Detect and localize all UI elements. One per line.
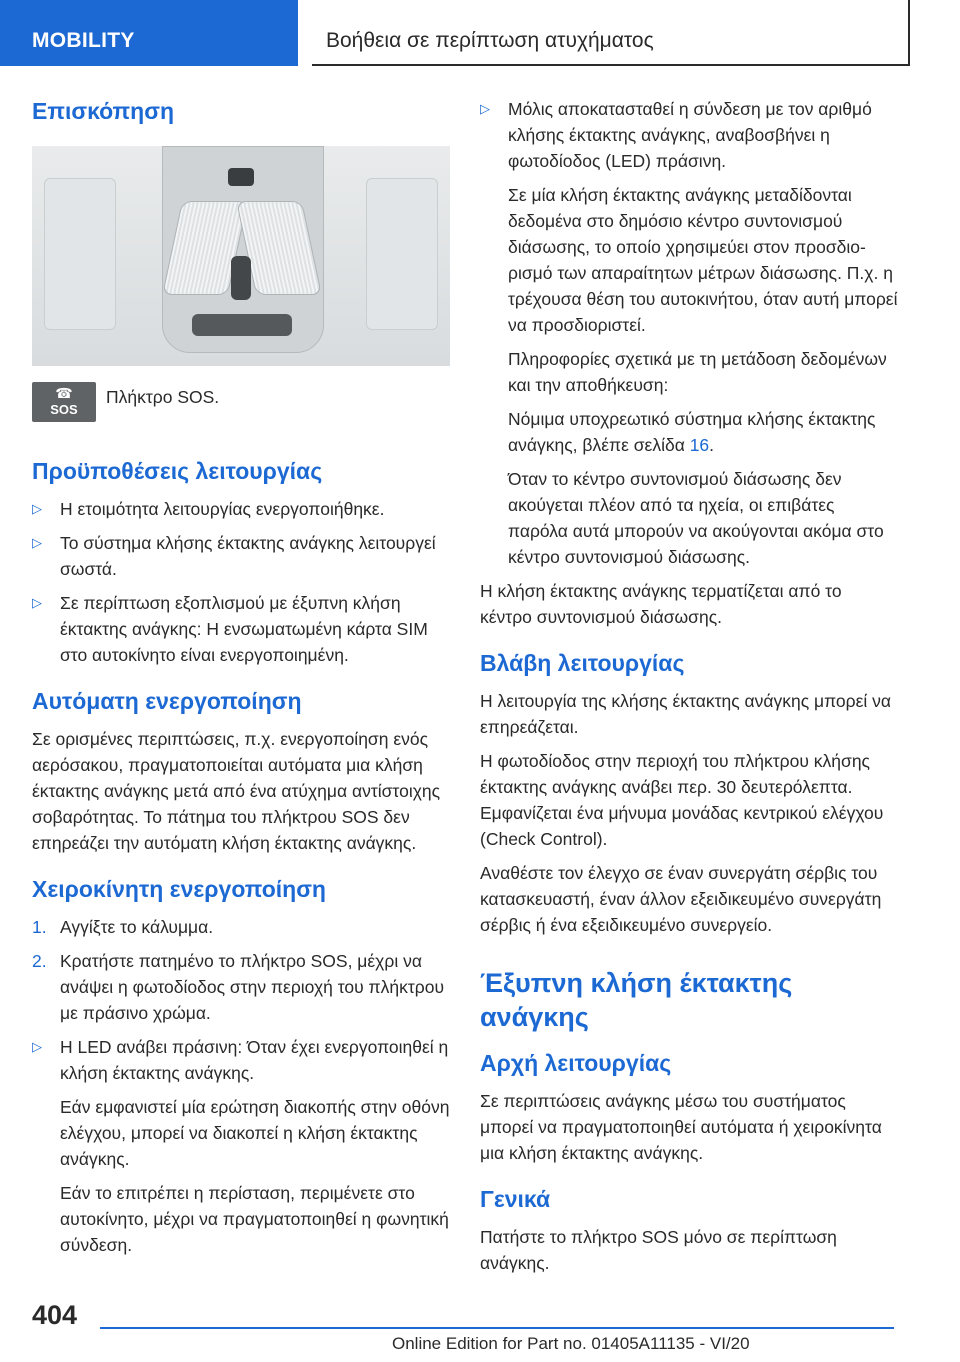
general-heading: Γενικά	[480, 1186, 551, 1212]
right-column	[480, 96, 898, 1284]
triangle-bullet-icon: ▷	[32, 501, 42, 516]
sos-icon-label: SOS	[50, 402, 78, 417]
sub-paragraph: Εάν το επιτρέπει η περίσταση, περιμένετε στο αυτοκίνητο, μέχρι να πραγματοποιηθεί η φωνητική σύνδεση.	[60, 1183, 449, 1255]
triangle-bullet-icon: ▷	[32, 1039, 42, 1054]
numbered-step: 2. Κρατήστε πατημένο το πλήκτρο SOS, μέχρι να ανάψει η φωτοδίοδος στην περιοχή του πλήκτρου με πράσινο χρώμα.	[32, 951, 445, 1023]
page-number: 404	[32, 1300, 78, 1330]
fault-heading: Βλάβη λειτουργίας	[480, 650, 685, 676]
sos-phone-icon	[32, 382, 96, 422]
sub-paragraph: Νόμιμα υποχρεωτικό σύστημα κλήσης έκτακτης ανάγκης, βλέπε σελίδα 16.	[508, 409, 876, 455]
sos-legend	[32, 382, 450, 446]
overview-heading: Επισκόπηση	[32, 98, 174, 124]
end-text: Η κλήση έκτακτης ανάγκης τερματίζεται από το κέντρο συντονισμού διάσωσης.	[480, 581, 842, 627]
list-item: ▷ Μόλις αποκατασταθεί η σύνδεση με τον αριθμό κλήσης έκτακτης ανάγκης, αναβοσβήνει η φωτοδίοδος (LED) πράσινη.	[480, 96, 898, 174]
section-label: MOBILITY	[0, 0, 298, 66]
headliner-panel	[44, 178, 116, 330]
sub-paragraph: Πληροφορίες σχετικά με τη μετάδοση δεδομένων και την αποθήκευση:	[508, 349, 887, 395]
smart-call-heading: Έξυπνη κλήση έκτακτης ανάγκης	[480, 968, 793, 1032]
list-item: ▷ Σε περίπτωση εξοπλισμού με έξυπνη κλήση έκτακτης ανάγκης: Η ενσωματωμένη κάρτα SIM στο αυτοκίνητο είναι ενεργοποιημένη.	[32, 590, 450, 668]
triangle-bullet-icon: ▷	[32, 595, 42, 610]
light-switch-graphic	[231, 256, 251, 300]
principle-text: Σε περιπτώσεις ανάγκης μέσω του συστήματος μπορεί να πραγματοποιηθεί αυτόματα ή χειροκίνητα μια κλήση έκτακτης ανάγκης.	[480, 1091, 882, 1163]
prereq-heading: Προϋποθέσεις λειτουργίας	[32, 458, 323, 484]
sos-button-graphic	[228, 168, 254, 186]
sos-caption: Πλήκτρο SOS.	[106, 387, 220, 407]
auto-heading: Αυτόματη ενεργοποίηση	[32, 688, 302, 714]
general-text: Πατήστε το πλήκτρο SOS μόνο σε περίπτωση ανάγκης.	[480, 1227, 837, 1273]
triangle-bullet-icon: ▷	[480, 101, 490, 116]
manual-heading: Χειροκίνητη ενεργοποίηση	[32, 876, 326, 902]
list-item: ▷ Η LED ανάβει πράσινη: Όταν έχει ενεργοποιηθεί η κλήση έκτακτης ανάγκης.	[32, 1034, 450, 1086]
headliner-panel	[366, 178, 438, 330]
triangle-bullet-icon: ▷	[32, 535, 42, 550]
fault-paragraph: Η φωτοδίοδος στην περιοχή του πλήκτρου κλήσης έκτακτης ανάγκης ανάβει περ. 30 δευτερόλεπτα. Εμφανίζεται ένα μήνυμα μονάδας κεντρικού ελέγχου (Check Control).	[480, 751, 884, 849]
phone-icon: ☎	[55, 385, 73, 401]
numbered-step: 1. Αγγίξτε το κάλυμμα.	[32, 917, 214, 937]
list-item: ▷ Το σύστημα κλήσης έκτακτης ανάγκης λειτουργεί σωστά.	[32, 530, 450, 582]
page-reference-link[interactable]: 16	[689, 435, 710, 455]
sub-paragraph: Εάν εμφανιστεί μία ερώτηση διακοπής στην οθόνη ελέγχου, μπορεί να διακοπεί η κλήση έκτακτης ανάγκης.	[60, 1097, 450, 1169]
chapter-title: Βοήθεια σε περίπτωση ατυχήματος	[312, 0, 910, 66]
page-header	[0, 0, 960, 66]
auto-text: Σε ορισμένες περιπτώσεις, π.χ. ενεργοποίηση ενός αερόσακου, πραγματοποιείται αυτόματα μια κλήση έκτακτης ανάγκης μετά από ένα ατύχημα αντίστοιχης σοβαρότητας. Το πάτημα του πλήκτρου SOS δεν επηρεάζει την αυτόματη κλήση έκτακτης ανάγκης.	[32, 729, 441, 853]
fault-paragraph: Αναθέστε τον έλεγχο σε έναν συνεργάτη σέρβις του κατασκευαστή, έναν άλλον εξειδικευμένο συνεργάτη σέρβις ή ένα εξειδικευμένο συνεργείο.	[480, 863, 882, 935]
footer-divider	[100, 1327, 894, 1329]
sub-paragraph: Όταν το κέντρο συντονισμού διάσωσης δεν ακούγεται πλέον από τα ηχεία, οι επιβάτες παρόλα αυτά μπορούν να ακούγονται ακόμα στο κέντρο συντονισμού διάσωσης.	[508, 469, 884, 567]
edition-text: Online Edition for Part no. 01405A11135 - VI/20	[392, 1334, 750, 1353]
fault-paragraph: Η λειτουργία της κλήσης έκτακτης ανάγκης μπορεί να επηρεάζεται.	[480, 691, 892, 737]
overhead-console-image	[32, 146, 450, 366]
principle-heading: Αρχή λειτουργίας	[480, 1050, 672, 1076]
control-strip-graphic	[192, 314, 292, 336]
left-column	[32, 96, 450, 1266]
list-item: ▷ Η ετοιμότητα λειτουργίας ενεργοποιήθηκε.	[32, 496, 450, 522]
sub-paragraph: Σε μία κλήση έκτακτης ανάγκης μεταδίδονται δεδομένα στο δημόσιο κέντρο συντονισμού διάσωσης, το οποίο χρησιμεύει στον προσδιορισμό των απαραίτητων μέτρων διάσωσης. Π.χ. η τρέχουσα θέση του αυτοκινήτου, όταν αυτή μπορεί να προσδιοριστεί.	[508, 185, 898, 335]
